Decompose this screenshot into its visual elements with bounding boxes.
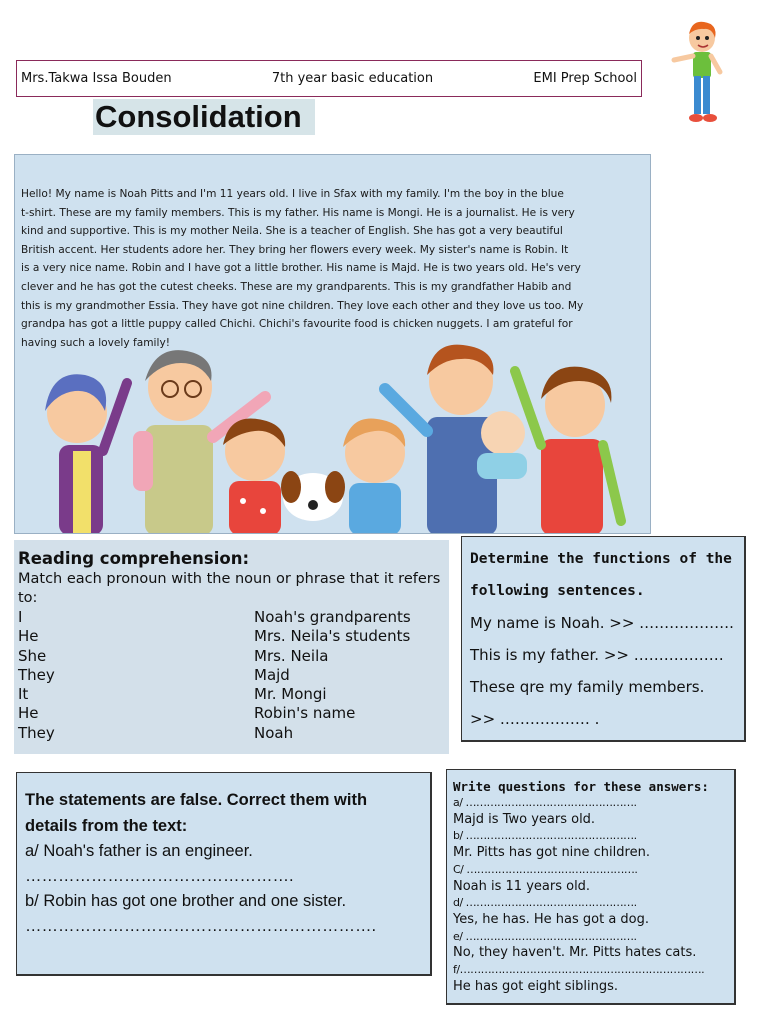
story-line: clever and he has got the cutest cheeks. These are my grandparents. This is my grandfather Habib and xyxy=(21,280,572,293)
story-line: having such a lovely family! xyxy=(21,336,170,349)
pronoun: He xyxy=(18,627,39,646)
story-panel xyxy=(14,154,651,534)
story-line: kind and supportive. This is my mother Neila. She is a teacher of English. She has got a very beautiful xyxy=(21,225,563,238)
statements-title: The statements are false. Correct them with details from the text: xyxy=(25,791,368,835)
functions-line: These qre my family members. xyxy=(470,678,705,696)
statement-a: a/ Noah's father is an engineer. xyxy=(25,842,253,860)
questions-title: Write questions for these answers: xyxy=(453,779,709,794)
answer-line-b: ………………………………………………………. xyxy=(25,917,377,935)
noun-phrase: Majd xyxy=(254,665,290,684)
false-statements-panel xyxy=(16,772,432,976)
answer-d: Yes, he has. He has got a dog. xyxy=(453,911,650,927)
story-line: Hello! My name is Noah Pitts and I'm 11 years old. I live in Sfax with my family. I'm the boy in the blue xyxy=(21,188,564,200)
sentence-functions-panel xyxy=(461,536,746,742)
write-questions-panel xyxy=(446,769,736,1005)
reading-instruction: Match each pronoun with the noun or phrase that it refers to: xyxy=(18,571,441,606)
teacher-name: Mrs.Takwa Issa Bouden xyxy=(21,71,172,86)
match-row xyxy=(18,608,445,627)
question-line-c: C/ …………………………………………. xyxy=(453,862,638,876)
school-name: EMI Prep School xyxy=(533,71,637,86)
grade-level: 7th year basic education xyxy=(271,71,434,86)
sister-figure xyxy=(223,419,285,534)
question-line-d: d/ …………………………………………. xyxy=(453,896,637,910)
question-line-e: e/ …………………………………………. xyxy=(453,929,637,943)
family-illustration xyxy=(15,341,651,534)
reading-comprehension-panel xyxy=(14,540,449,754)
story-line: t-shirt. These are my family members. This is my father. His name is Mongi. He is a journalist. He is very xyxy=(21,206,575,219)
match-row xyxy=(18,685,445,704)
match-row xyxy=(18,704,445,723)
match-row xyxy=(18,647,445,666)
grandmother-figure xyxy=(45,374,127,534)
answer-f: He has got eight siblings. xyxy=(453,978,619,994)
answer-b: Mr. Pitts has got nine children. xyxy=(453,845,650,861)
noun-phrase: Mr. Mongi xyxy=(254,685,327,704)
header-box xyxy=(16,60,642,97)
noun-phrase: Noah's grandparents xyxy=(254,608,411,626)
functions-line: My name is Noah. >> ………………. xyxy=(470,614,734,632)
story-line: grandpa has got a little puppy called Chichi. Chichi's favourite food is chicken nuggets. I am grateful for xyxy=(21,318,573,331)
pronoun: I xyxy=(18,608,23,626)
pronoun: She xyxy=(18,646,47,665)
mother-figure xyxy=(515,367,621,534)
functions-line: >> ……………… . xyxy=(470,710,600,728)
answer-c: Noah is 11 years old. xyxy=(453,878,591,894)
pronoun: They xyxy=(18,723,55,742)
functions-line: This is my father. >> ……………… xyxy=(470,646,724,664)
puppy-figure xyxy=(281,471,345,521)
answer-e: No, they haven't. Mr. Pitts hates cats. xyxy=(453,945,697,961)
story-text xyxy=(21,185,643,352)
question-line-b: b/ …………………………………………. xyxy=(453,829,637,843)
reading-title: Reading comprehension: xyxy=(18,549,250,568)
match-row xyxy=(18,724,445,743)
story-line: this is my grandmother Essia. They have got nine children. They love each other and they love us too. My xyxy=(21,299,584,312)
noun-phrase: Robin's name xyxy=(254,704,356,723)
noun-phrase: Noah xyxy=(254,723,294,742)
match-row xyxy=(18,666,445,685)
question-line-a: a/ …………………………………………. xyxy=(453,796,637,809)
answer-a: Majd is Two years old. xyxy=(453,811,596,827)
pronoun: It xyxy=(18,685,29,704)
pronoun: They xyxy=(18,665,55,684)
noun-phrase: Mrs. Neila xyxy=(254,646,329,665)
noun-phrase: Mrs. Neila's students xyxy=(254,627,411,646)
noah-figure xyxy=(343,391,405,534)
cartoon-boy-illustration xyxy=(660,20,732,128)
pronoun: He xyxy=(18,704,39,723)
story-line: British accent. Her students adore her. They bring her flowers every week. My sister's name is Robin. It xyxy=(21,243,569,256)
statement-b: b/ Robin has got one brother and one sister. xyxy=(25,892,347,910)
story-line: is a very nice name. Robin and I have got a little brother. His name is Majd. He is two years old. He's very xyxy=(21,262,581,275)
functions-title: Determine the functions of the following sentences. xyxy=(470,551,732,599)
question-line-f: f/……………………………………………………………. xyxy=(453,963,705,977)
page-title: Consolidation xyxy=(93,99,315,135)
answer-line-a: …………………………………………. xyxy=(25,867,294,885)
match-row xyxy=(18,627,445,646)
